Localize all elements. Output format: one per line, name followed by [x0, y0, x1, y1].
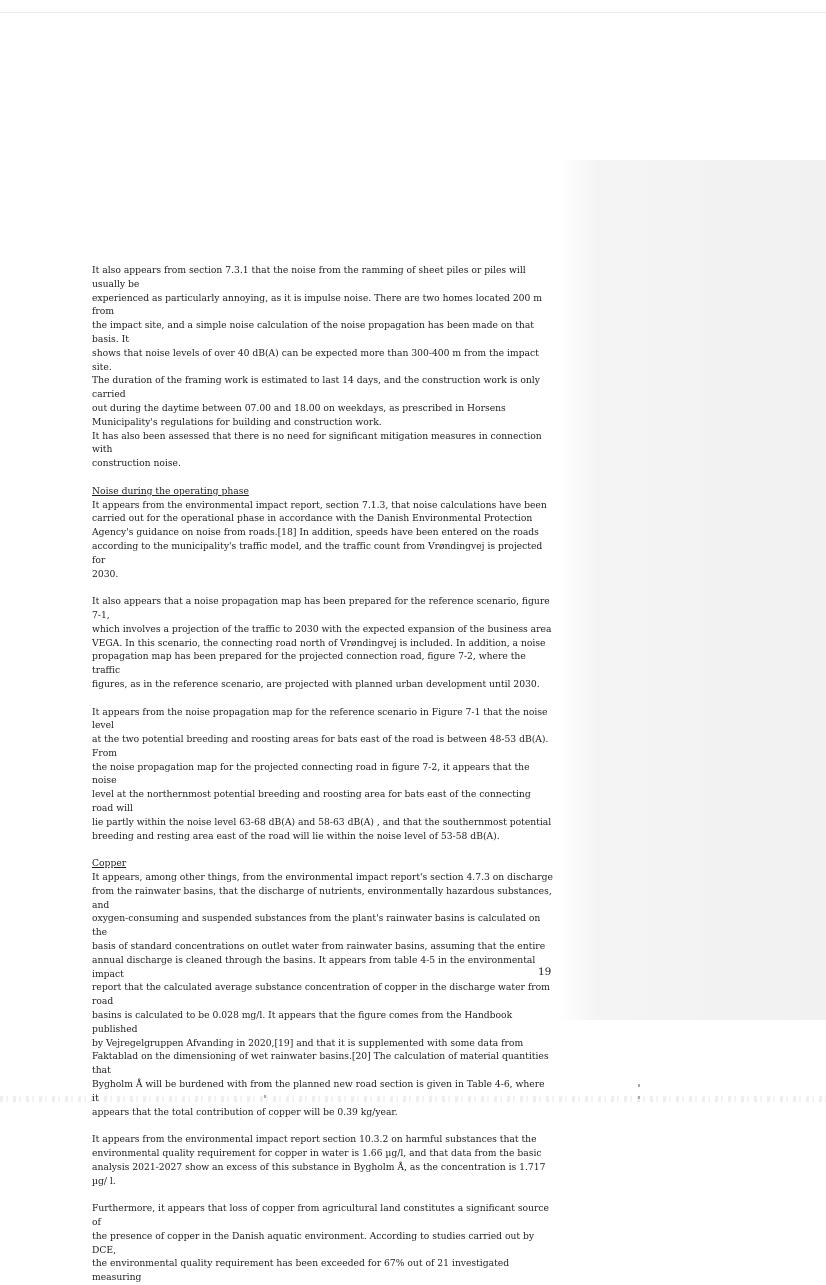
paragraph-impulse-noise: It also appears from section 7.3.1 that the noise from the ramming of sheet piles or piles will usually be experienced as particularly annoying, as it is impulse noise. There are two homes located 200 m from the impact site, and a simple noise calculation of the noise propagation has been made on that basis. It shows that noise levels of over 40 dB(A) can be expected more than 300-400 m from the impact site. The duration of the framing work is estimated to last 14 days, and the construction work is only carried out during the daytime between 07.00 and 18.00 on weekdays, as prescribed in Horsens Municipality's regulations for building and construction work.	[92, 265, 542, 428]
paragraph-gap	[92, 1119, 554, 1133]
paragraph-gap	[92, 581, 554, 595]
scan-top-edge	[0, 12, 826, 13]
page-number: 19	[538, 966, 552, 978]
section-heading-copper: Copper	[92, 858, 127, 870]
paragraph-mitigation: It has also been assessed that there is no need for significant mitigation measures in connection with construction noise.	[92, 430, 542, 470]
paragraph-copper-discharge: It appears, among other things, from the environmental impact report's section 4.7.3 on discharge from the rainwater basins, that the discharge of nutrients, environmentally hazardous substances, and oxygen-consuming and suspended substances from the plant's rainwater basins is calculated on the basis of standard concentrations on outlet water from rainwater basins, assuming that the entire annual discharge is cleaned through the basins. It appears from table 4-5 in the environmental impact report that the calculated average substance concentration of copper in the discharge water from road basins is calculated to be 0.028 mg/l. It appears that the figure comes from the Handbook published by Vejregelgruppen Afvanding in 2020,[19] and that it is supplemented with some data from Faktablad on the dimensioning of wet rainwater basins.[20] The calculation of material quantities that Bygholm Å will be burdened with from the planned new road section is given in Table 4-6, where it appears that the total contribution of copper will be 0.39 kg/year.	[92, 872, 553, 1118]
section-heading-noise: Noise during the operating phase	[92, 485, 249, 497]
paragraph-noise-calculations: It appears from the environmental impact report, section 7.1.3, that noise calculations have been carried out for the operational phase in accordance with the Danish Environmental Protection Agency's guidance on noise from roads.[18] In addition, speeds have been entered on the roads according to the municipality's traffic model, and the traffic count from Vrøndingvej is projected for 2030.	[92, 499, 547, 580]
paragraph-copper-quality: It appears from the environmental impact report section 10.3.2 on harmful substances that the environmental quality requirement for copper in water is 1.66 µg/l, and that data from the basic analysis 2021-2027 show an excess of this substance in Bygholm Å, as the concentration is 1.717 µg/ l.	[92, 1134, 546, 1187]
paragraph-noise-levels: It appears from the noise propagation map for the reference scenario in Figure 7-1 that the noise level at the two potential breeding and roosting areas for bats east of the road is between 48-53 dB(A). From the noise propagation map for the projected connecting road in figure 7-2, it appears that the noise level at the northernmost potential breeding and roosting area for bats east of the connecting road will lie partly within the noise level 63-68 dB(A) and 58-63 dB(A) , and that the southernmost potential breeding and resting area east of the road will lie within the noise level of 53-58 dB(A).	[92, 706, 552, 842]
paragraph-gap	[92, 692, 554, 706]
scan-speck	[638, 1096, 640, 1099]
scan-shadow	[560, 160, 826, 1020]
page-body	[92, 264, 554, 1285]
paragraph-gap	[92, 843, 554, 857]
paragraph-gap	[92, 1188, 554, 1202]
paragraph-gap	[92, 471, 554, 485]
paragraph-copper-agriculture: Furthermore, it appears that loss of copper from agricultural land constitutes a significant source of the presence of copper in the Danish aquatic environment. According to studies carried out by DCE, the environmental quality requirement has been exceeded for 67% out of 21 investigated measuring	[92, 1203, 549, 1284]
scan-speck	[638, 1084, 640, 1087]
paragraph-noise-map: It also appears that a noise propagation map has been prepared for the reference scenario, figure 7-1, which involves a projection of the traffic to 2030 with the expected expansion of the business area VEGA. In this scenario, the connecting road north of Vrøndingvej is included. In addition, a noise propagation map has been prepared for the projected connection road, figure 7-2, where the traffic figures, as in the reference scenario, are projected with planned urban development until 2030.	[92, 596, 552, 690]
